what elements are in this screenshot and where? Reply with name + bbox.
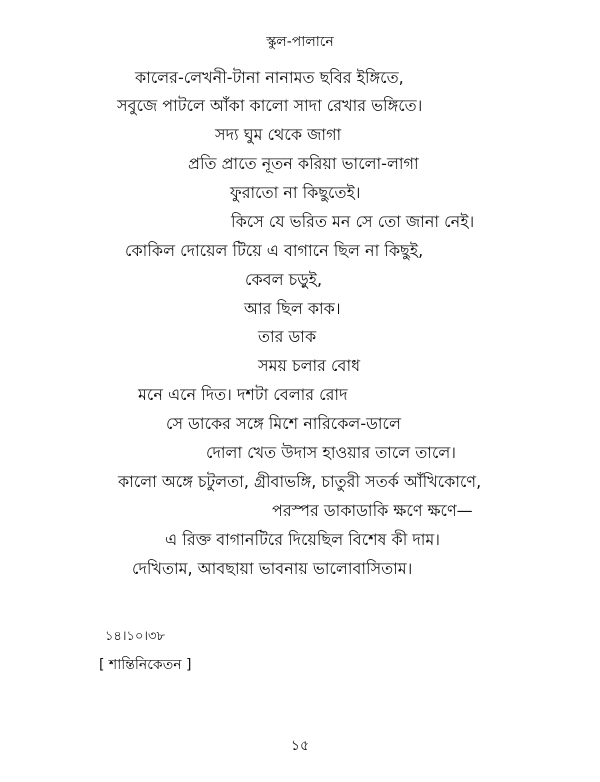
poem-line: তার ডাক bbox=[258, 327, 317, 346]
poem-line: কোকিল দোয়েল টিয়ে এ বাগানে ছিল না কিছুই, bbox=[125, 241, 424, 260]
page-number: ১৫ bbox=[290, 738, 310, 754]
poem-line: কেবল চড়ুই, bbox=[245, 270, 323, 289]
poem-line: সদ্য ঘুম থেকে জাগা bbox=[215, 125, 342, 144]
poem-date: ১৪।১০।৩৮ bbox=[105, 629, 165, 644]
poem-line: সবুজে পাটলে আঁকা কালো সাদা রেখার ভঙ্গিতে। bbox=[117, 96, 423, 115]
poem-line: পরস্পর ডাকাডাকি ক্ষণে ক্ষণে— bbox=[272, 501, 473, 520]
running-header: স্কুল-পালানে bbox=[266, 34, 334, 50]
poem-line: এ রিক্ত বাগানটিরে দিয়েছিল বিশেষ কী দাম। bbox=[165, 530, 441, 549]
poem-line: আর ছিল কাক। bbox=[244, 299, 341, 318]
poem-line: দেখিতাম, আবছায়া ভাবনায় ভালোবাসিতাম। bbox=[132, 559, 413, 578]
poem-line: প্রতি প্রাতে নূতন করিয়া ভালো-লাগা bbox=[188, 154, 419, 173]
poem-line: মনে এনে দিত। দশটা বেলার রোদ bbox=[138, 385, 348, 404]
poem-line: কিসে যে ভরিত মন সে তো জানা নেই। bbox=[231, 212, 475, 231]
poem-line: সে ডাকের সঙ্গে মিশে নারিকেল-ডালে bbox=[166, 414, 401, 433]
poem-line: কালের-লেখনী-টানা নানামত ছবির ইঙ্গিতে, bbox=[135, 68, 404, 87]
poem-line: সময় চলার বোধ bbox=[258, 356, 361, 375]
poem-place: [ শান্তিনিকেতন ] bbox=[99, 657, 192, 673]
poem-line: ফুরাতো না কিছুতেই। bbox=[230, 183, 361, 202]
poem-line: দোলা খেত উদাস হাওয়ার তালে তালে। bbox=[206, 443, 457, 462]
poem-line: কালো অঙ্গে চটুলতা, গ্রীবাভঙ্গি, চাতুরী সতর্ক আঁখিকোণে, bbox=[118, 472, 482, 491]
